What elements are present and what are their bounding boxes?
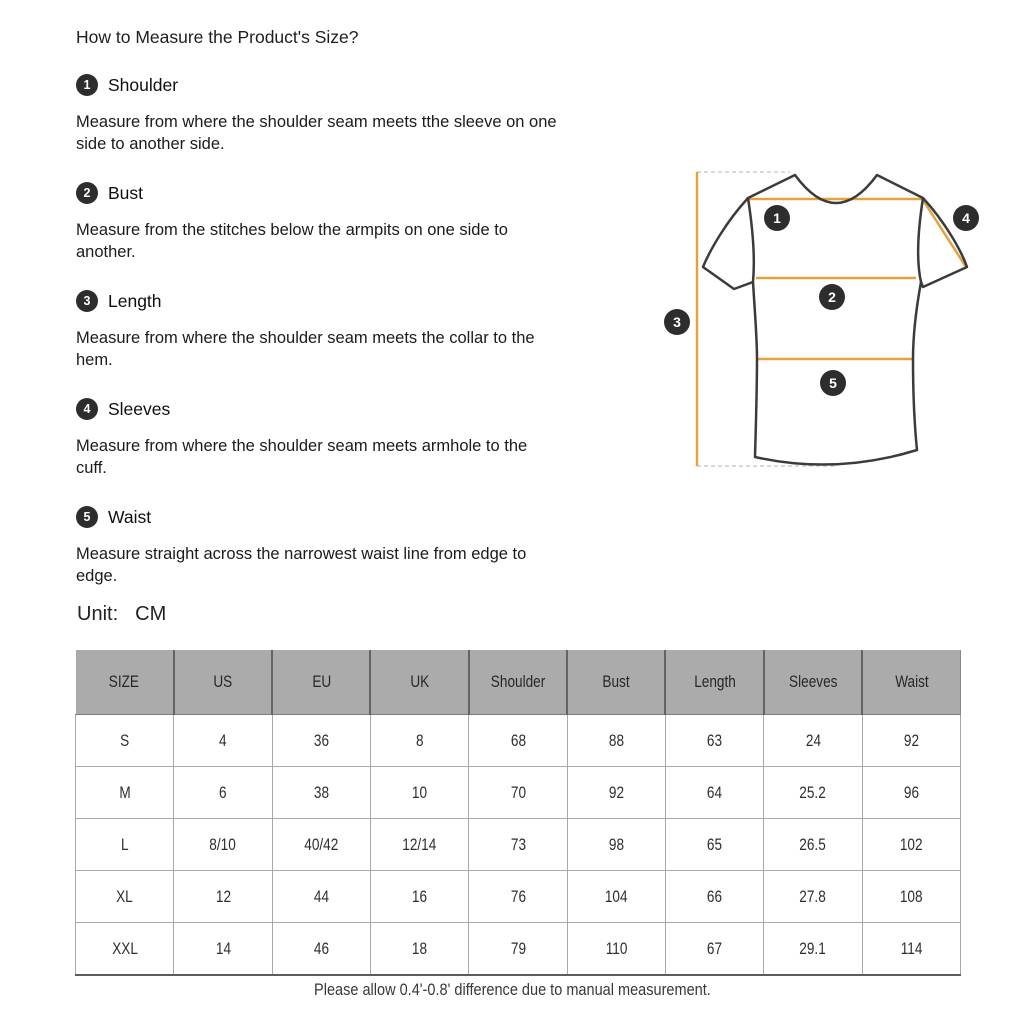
measure-item-heading [76,398,621,420]
table-cell: 104 [567,871,665,923]
table-cell: 46 [272,923,370,976]
size-table [75,650,961,976]
size-table-header-row [76,650,961,715]
size-table-header-size: SIZE [76,650,174,715]
measure-item-bust [76,182,621,263]
table-cell: 36 [272,715,370,767]
table-cell: 26.5 [764,819,862,871]
table-cell: 12/14 [370,819,468,871]
unit-label: Unit: [77,603,119,625]
size-table-header-length: Length [665,650,763,715]
table-cell: 8/10 [174,819,272,871]
number-badge-3: 3 [76,290,98,312]
table-cell: 76 [469,871,567,923]
measure-item-description: Measure from where the shoulder seam meets the collar to the hem. [76,329,535,369]
table-cell: 66 [665,871,763,923]
table-cell: 68 [469,715,567,767]
table-cell: 16 [370,871,468,923]
table-row-l [76,819,961,871]
table-cell: 108 [862,871,960,923]
table-cell: XL [76,871,174,923]
measure-item-length [76,290,621,371]
diagram-marker-2 [819,284,845,310]
footer-note: Please allow 0.4'-0.8' difference due to manual measurement. [313,981,711,999]
table-cell: 73 [469,819,567,871]
measure-item-description: Measure from where the shoulder seam meets armhole to the cuff. [76,437,528,477]
size-table-header-shoulder: Shoulder [469,650,567,715]
measure-item-label: Shoulder [108,74,179,95]
table-cell: 92 [567,767,665,819]
measure-item-waist [76,506,621,587]
unit-line [77,603,166,626]
table-cell: 63 [665,715,763,767]
diagram-marker-1 [764,205,790,231]
diagram-marker-5 [820,370,846,396]
measure-item-heading [76,74,621,96]
table-cell: 6 [174,767,272,819]
number-badge-2: 2 [76,182,98,204]
number-badge-4: 4 [76,398,98,420]
table-cell: 67 [665,923,763,976]
size-table-header-bust: Bust [567,650,665,715]
table-cell: L [76,819,174,871]
table-cell: 79 [469,923,567,976]
table-cell: 40/42 [272,819,370,871]
table-cell: 65 [665,819,763,871]
tshirt-left-sleeve-outline [703,198,753,289]
diagram-marker-5-number: 5 [829,375,837,391]
number-badge-1: 1 [76,74,98,96]
table-row-xl [76,871,961,923]
table-cell: XXL [76,923,174,976]
measure-item-heading [76,290,621,312]
size-table-header-waist: Waist [862,650,960,715]
measure-item-label: Sleeves [108,398,171,419]
table-cell: 4 [174,715,272,767]
diagram-marker-2-number: 2 [828,289,836,305]
measure-item-description: Measure from where the shoulder seam meets tthe sleeve on one side to another side. [76,113,557,153]
measure-item-sleeves [76,398,621,479]
table-cell: 8 [370,715,468,767]
table-cell: S [76,715,174,767]
table-cell: 102 [862,819,960,871]
table-row-m [76,767,961,819]
table-cell: 110 [567,923,665,976]
measure-item-description: Measure straight across the narrowest waist line from edge to edge. [76,545,527,585]
number-badge-5: 5 [76,506,98,528]
diagram-marker-3 [664,309,690,335]
measure-item-heading [76,182,621,204]
table-cell: M [76,767,174,819]
diagram-marker-3-number: 3 [673,314,681,330]
diagram-marker-4-number: 4 [962,210,970,226]
table-cell: 92 [862,715,960,767]
table-cell: 29.1 [764,923,862,976]
size-table-header-us: US [174,650,272,715]
measure-item-label: Length [108,290,162,311]
table-cell: 64 [665,767,763,819]
table-cell: 14 [174,923,272,976]
measurement-instructions [76,74,621,614]
table-row-xxl [76,923,961,976]
table-cell: 114 [862,923,960,976]
measure-item-label: Bust [108,182,144,203]
table-row-s [76,715,961,767]
table-cell: 44 [272,871,370,923]
tshirt-measurement-diagram [650,155,1024,500]
table-cell: 12 [174,871,272,923]
table-cell: 25.2 [764,767,862,819]
measure-item-label: Waist [108,506,152,527]
table-cell: 96 [862,767,960,819]
size-table-header-eu: EU [272,650,370,715]
page-title: How to Measure the Product's Size? [76,27,359,47]
size-table-header-uk: UK [370,650,468,715]
table-cell: 88 [567,715,665,767]
measure-item-description: Measure from the stitches below the armpits on one side to another. [76,221,508,261]
diagram-marker-1-number: 1 [773,210,781,226]
table-cell: 24 [764,715,862,767]
table-cell: 70 [469,767,567,819]
measure-item-shoulder [76,74,621,155]
table-cell: 38 [272,767,370,819]
table-cell: 98 [567,819,665,871]
table-cell: 10 [370,767,468,819]
measure-item-heading [76,506,621,528]
size-table-header-sleeves: Sleeves [764,650,862,715]
diagram-marker-4 [953,205,979,231]
table-cell: 18 [370,923,468,976]
unit-value: CM [135,603,167,625]
table-cell: 27.8 [764,871,862,923]
